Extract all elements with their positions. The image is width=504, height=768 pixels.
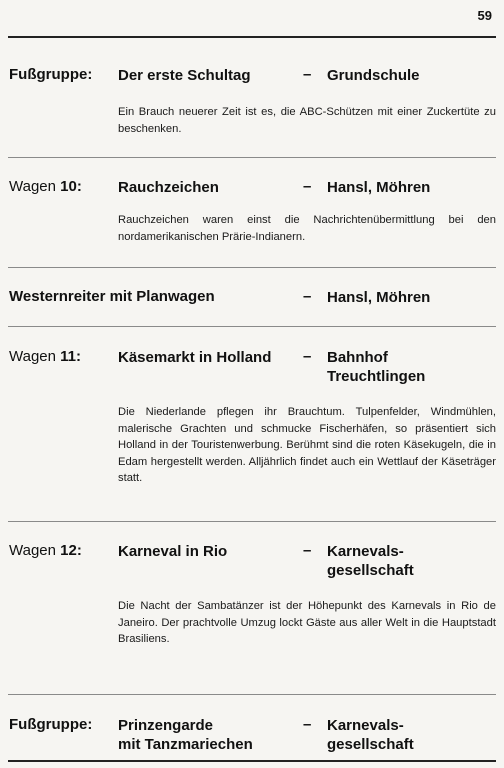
bottom-rule — [8, 760, 496, 762]
entry-label-number: 12: — [60, 542, 82, 559]
entry-dash: – — [303, 178, 312, 195]
entry-label-number: Fußgruppe: — [9, 716, 93, 733]
entry-full-title: Westernreiter mit Planwagen — [9, 288, 215, 305]
entry-label — [9, 716, 92, 733]
entry-organizer: Karnevals- gesellschaft — [327, 543, 414, 579]
entry-description: Ein Brauch neuerer Zeit ist es, die ABC-Schützen mit einer Zuckertüte zu beschenken. — [118, 106, 496, 135]
entry-label-number: 10: — [60, 178, 82, 195]
entry-dash: – — [303, 348, 312, 365]
entry-title: Käsemarkt in Holland — [118, 349, 272, 366]
entry-label-prefix: Wagen — [9, 542, 61, 559]
entry-title: Karneval in Rio — [118, 543, 228, 560]
entry-label — [9, 178, 82, 195]
entry-organizer: Karnevals- gesellschaft — [327, 717, 414, 753]
entry-dash: – — [303, 66, 312, 83]
entry-label-number: Fußgruppe: — [9, 66, 93, 83]
entry-label-number: 11: — [60, 348, 81, 365]
entry-title: Prinzengarde mit Tanzmariechen — [118, 717, 253, 753]
entry-label — [9, 542, 82, 559]
entry-title: Rauchzeichen — [118, 179, 219, 196]
entry-description: Die Nacht der Sambatänzer ist der Höhepunkt des Karnevals in Rio de Janeiro. Der prachtvolle Umzug lockt Gäste aus aller Welt in die Hauptstadt Brasiliens. — [118, 600, 496, 645]
entry-dash: – — [303, 288, 312, 305]
entry-divider — [8, 157, 496, 158]
entry-title: Der erste Schultag — [118, 67, 251, 84]
entry-description: Die Niederlande pflegen ihr Brauchtum. Tulpenfelder, Windmühlen, malerische Grachten und schmucke Fischerhäfen, so präsentiert sich Holland in der Touristenwerbung. Berühmt sind die roten Käsekugeln, die in Edam hergestellt werden. Alljährlich findet auch ein Wettlauf der Käseträger statt. — [118, 406, 496, 484]
entry-divider — [8, 521, 496, 522]
top-rule — [8, 36, 496, 38]
entry-divider — [8, 267, 496, 268]
entry-label — [9, 66, 92, 83]
page-number: 59 — [477, 8, 492, 23]
entry-divider — [8, 326, 496, 327]
entry-dash: – — [303, 542, 312, 559]
entry-dash: – — [303, 716, 312, 733]
entry-description: Rauchzeichen waren einst die Nachrichtenübermittlung bei den nordamerikanischen Prärie-Indianern. — [118, 214, 496, 243]
entry-organizer: Hansl, Möhren — [327, 289, 431, 306]
entry-label — [9, 348, 81, 365]
entry-label-prefix: Wagen — [9, 178, 61, 195]
entry-divider — [8, 694, 496, 695]
entry-organizer: Bahnhof Treuchtlingen — [327, 349, 426, 385]
entry-label-prefix: Wagen — [9, 348, 61, 365]
entry-organizer: Hansl, Möhren — [327, 179, 431, 196]
entry-organizer: Grundschule — [327, 67, 420, 84]
